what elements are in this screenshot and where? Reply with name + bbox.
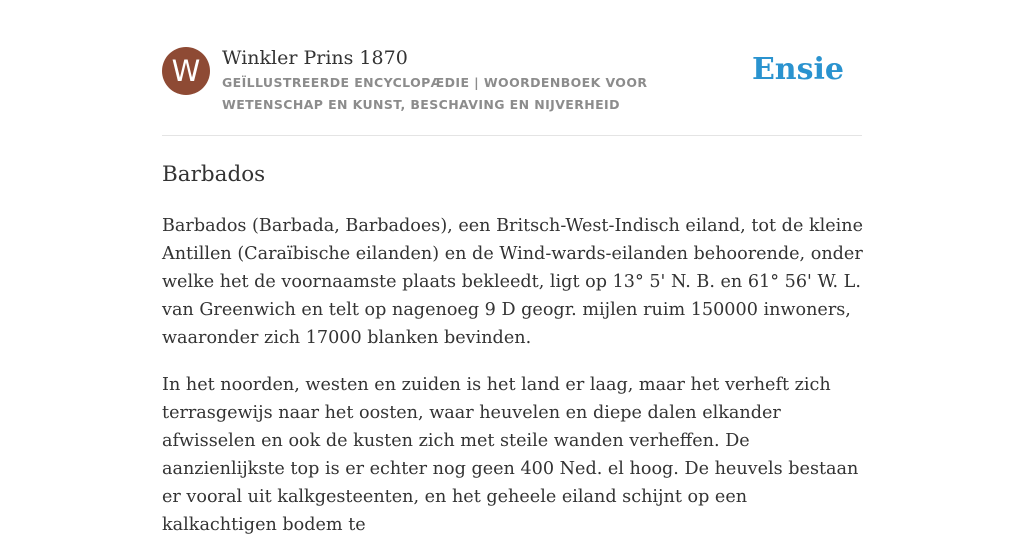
article-paragraph: Barbados (Barbada, Barbadoes), een Britsch-West-Indisch eiland, tot de kleine Antillen (Caraïbische eilanden) en de Wind-wards-eilanden behoorende, onder welke het de voornaamste plaats bekleedt, ligt op 13° 5' N. B. en 61° 56' W. L. van Greenwich en telt op nagenoeg 9 D geogr. mijlen ruim 150000 inwoners, waaronder zich 17000 blanken bevinden. xyxy=(162,216,864,348)
article-paragraph: In het noorden, westen en zuiden is het land er laag, maar het verheft zich terrasgewijs naar het oosten, waar heuvelen en diepe dalen elkander afwisselen en ook de kusten zich met steile wanden verheffen. De aanzienlijkste top is er echter nog geen 400 Ned. el hoog. De heuvels bestaan er vooral uit kalkgesteenten, en het geheele eiland schijnt op een kalkachtigen bodem te xyxy=(162,375,859,535)
source-header xyxy=(162,44,862,136)
source-subtitle: GEÏLLUSTREERDE ENCYCLOPÆDIE | WOORDENBOEK VOOR WETENSCHAP EN KUNST, BESCHAVING EN NIJVERHEID xyxy=(222,75,648,112)
ensie-logo[interactable]: Ensie xyxy=(751,52,844,87)
article-title: Barbados xyxy=(162,162,266,187)
source-title[interactable]: Winkler Prins 1870 xyxy=(222,47,408,69)
article-body xyxy=(162,212,867,558)
source-avatar[interactable]: W xyxy=(162,47,210,95)
